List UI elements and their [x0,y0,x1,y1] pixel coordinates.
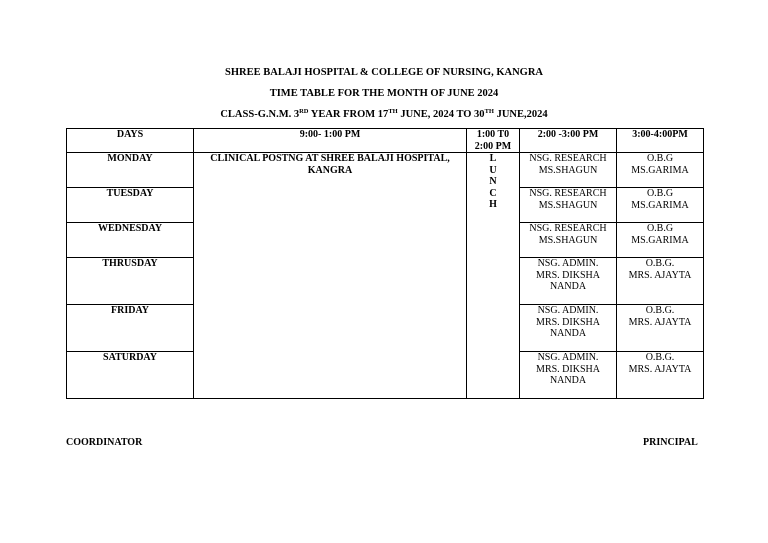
subject-cell-2-3 [520,258,617,305]
subject-cell-3-4 [617,258,704,305]
subject-cell-3-4 [617,153,704,188]
subject-cell-3-4 [617,223,704,258]
lunch-letter: L [489,153,497,164]
teacher-line: MS.GARIMA [631,234,689,246]
teacher-line: MRS. DIKSHA [536,269,600,281]
clinical-line2: KANGRA [307,164,353,176]
teacher-line: MRS. AJAYTA [628,269,692,281]
header-row [67,129,704,153]
subject-cell-3-4 [617,188,704,223]
teacher-line: MS.SHAGUN [538,164,598,176]
class-line-sup-th1: TH [388,108,398,115]
subject-line: O.B.G [646,188,674,199]
header-slot-1-2-line2: 2:00 PM [474,140,512,152]
lunch-letter: U [489,164,497,176]
class-line-mid2: JUNE, 2024 TO 30 [397,109,485,120]
teacher-line: NANDA [549,328,587,339]
subject-line: O.B.G [646,153,674,164]
teacher-line: NANDA [549,375,587,386]
teacher-line: MRS. DIKSHA [536,316,600,328]
subject-cell-2-3 [520,305,617,352]
class-line-mid1: YEAR FROM 17 [308,109,389,120]
subject-line: O.B.G. [645,352,675,363]
teacher-line: MRS. DIKSHA [536,363,600,375]
principal-signature-label: PRINCIPAL [643,437,698,448]
teacher-line: MRS. AJAYTA [628,363,692,375]
coordinator-signature-label: COORDINATOR [66,437,143,448]
class-line-prefix: CLASS-G.N.M. 3 [220,109,300,120]
day-cell: WEDNESDAY [67,223,194,258]
subject-line: NSG. RESEARCH [529,153,607,164]
subject-cell-3-4 [617,305,704,352]
class-line-sup-rd: RD [299,108,309,115]
teacher-line: MS.GARIMA [631,164,689,176]
subject-line: NSG. ADMIN. [537,352,599,363]
subject-line: NSG. ADMIN. [537,305,599,316]
subject-line: NSG. ADMIN. [537,258,599,269]
lunch-letter: C [489,187,497,199]
header-slot-1-2-line1: 1:00 T0 [476,129,510,140]
subject-line: NSG. RESEARCH [529,188,607,199]
subject-line: NSG. RESEARCH [529,223,607,234]
header-slot-2-3: 2:00 -3:00 PM [520,129,617,153]
subject-cell-2-3 [520,153,617,188]
subject-line: O.B.G. [645,305,675,316]
clinical-line1: CLINICAL POSTNG AT SHREE BALAJI HOSPITAL, [210,153,450,164]
clinical-posting-cell [194,153,467,399]
subject-line: O.B.G [646,223,674,234]
institution-title: SHREE BALAJI HOSPITAL & COLLEGE OF NURSING, KANGRA [225,67,543,78]
class-line [0,108,768,121]
subject-cell-2-3 [520,223,617,258]
lunch-cell [467,153,520,399]
timetable [66,128,704,399]
header-slot-3-4: 3:00-4:00PM [617,129,704,153]
header-slot-1-2 [467,129,520,153]
day-cell: SATURDAY [67,352,194,399]
subject-cell-3-4 [617,352,704,399]
header-days: DAYS [67,129,194,153]
header-slot-9-1: 9:00- 1:00 PM [194,129,467,153]
teacher-line: MS.GARIMA [631,199,689,211]
subject-cell-2-3 [520,188,617,223]
day-cell: FRIDAY [67,305,194,352]
class-line-sup-th2: TH [484,108,494,115]
teacher-line: MS.SHAGUN [538,234,598,246]
lunch-letter: H [489,199,497,210]
class-line-suffix: JUNE,2024 [493,109,548,120]
subject-cell-2-3 [520,352,617,399]
day-cell: TUESDAY [67,188,194,223]
lunch-letter: N [489,176,497,187]
day-cell: THRUSDAY [67,258,194,305]
teacher-line: MRS. AJAYTA [628,316,692,328]
teacher-line: NANDA [549,281,587,292]
timetable-subtitle: TIME TABLE FOR THE MONTH OF JUNE 2024 [269,88,499,99]
day-cell: MONDAY [67,153,194,188]
subject-line: O.B.G. [645,258,675,269]
teacher-line: MS.SHAGUN [538,199,598,211]
table-row [67,153,704,188]
